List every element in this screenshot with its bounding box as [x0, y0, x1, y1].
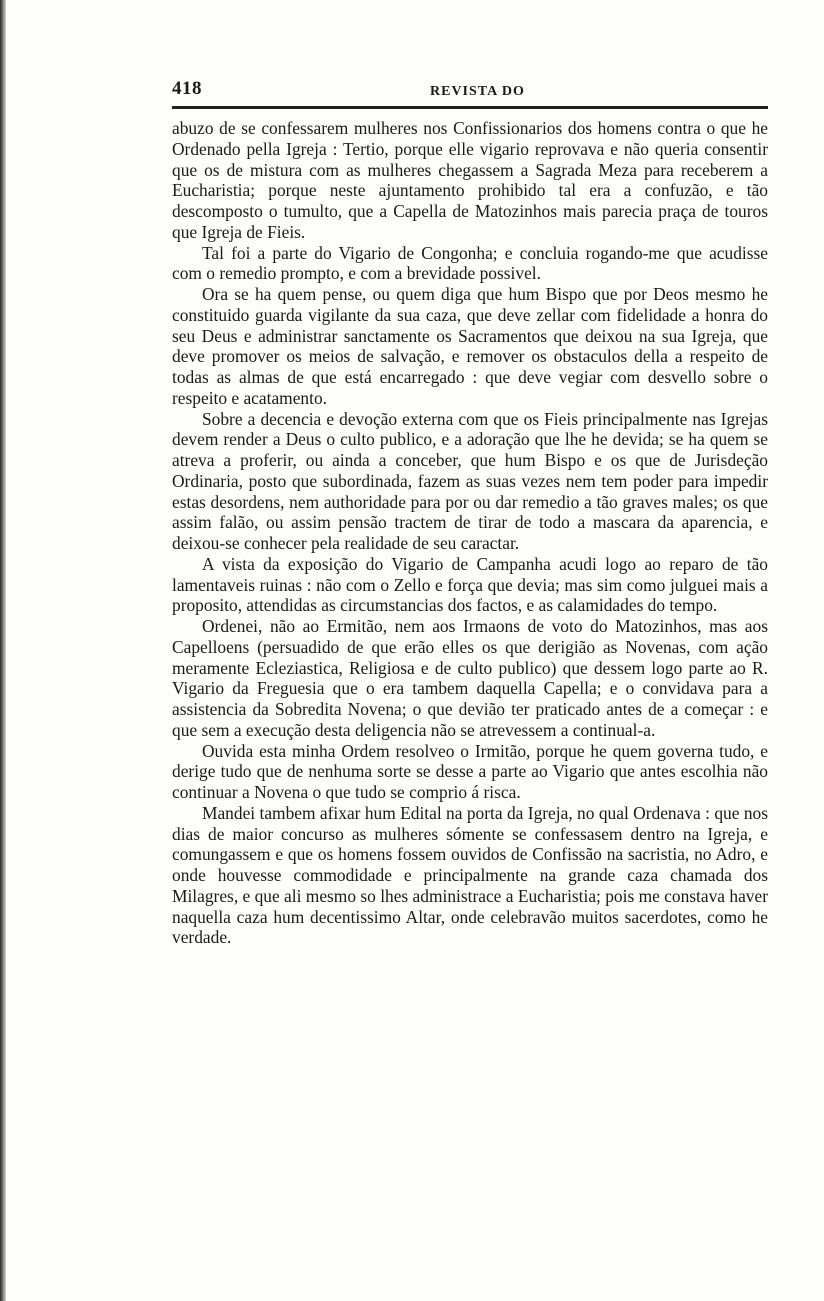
paragraph-3: Ora se ha quem pense, ou quem diga que hum Bispo que por Deos mesmo he constituido guarda vigilante da sua caza, que deve zellar com fidelidade a honra do seu Deus e administrar sanctamente os Sacramentos que deixou na sua Igreja, que deve promover os meios de salvação, e remover os obstaculos della a respeito de todas as almas de que está encarregado : que deve vegiar com desvello sobre o respeito e acatamento.: [172, 284, 768, 408]
paragraph-8: Mandei tambem afixar hum Edital na porta da Igreja, no qual Ordenava : que nos dias de maior concurso as mulheres sómente se confessasem dentro na Igreja, e comungassem e que os homens fossem ouvidos de Confissão na sacristia, no Adro, e onde houvesse commodidade e principalmente na grande caza chamada dos Milagres, e que ali mesmo so lhes administrace a Eucharistia; pois me constava haver naquella caza hum decentissimo Altar, onde celebravão muitos sacerdotes, como he verdade.: [172, 802, 768, 948]
paragraph-2: Tal foi a parte do Vigario de Congonha; e concluia rogando-me que acudisse com o remedio prompto, e com a brevidade possivel.: [172, 242, 768, 284]
running-title: REVISTA DO: [430, 84, 525, 99]
page-header: [172, 74, 768, 104]
body-text: [172, 118, 768, 948]
paragraph-7: Ouvida esta minha Ordem resolveo o Irmitão, porque he quem governa tudo, e derige tudo que de nenhuma sorte se desse a parte ao Vigario que antes escolhia não continuar a Novena o que tudo se comprio á risca.: [172, 740, 768, 802]
paragraph-4: Sobre a decencia e devoção externa com que os Fieis principalmente nas Igrejas devem render a Deus o culto publico, e a adoração que lhe he devida; se ha quem se atreva a proferir, ou ainda a conceber, que hum Bispo e os que de Jurisdeção Ordinaria, posto que subordinada, fazem as suas vezes nem tem poder para impedir estas desordens, nem authoridade para por ou dar remedio a tão graves males; os que assim falão, ou assim pensão tractem de tirar de todo a mascara da aparencia, e deixou-se conhecer pela realidade de seu caractar.: [172, 408, 768, 553]
header-rule: [172, 106, 768, 109]
paragraph-6: Ordenei, não ao Ermitão, nem aos Irmaons de voto do Matozinhos, mas aos Capelloens (persuadido de que erão elles os que derigião as Novenas, com ação meramente Ecleziastica, Religiosa e de culto publico) que dessem logo parte ao R. Vigario da Freguesia que o era tambem daquella Capella; e o convidava para a assistencia da Sobredita Novena; o que devião ter praticado antes de a começar : e que sem a execução desta deligencia não se atrevessem a continual-a.: [172, 616, 768, 740]
page-number: 418: [172, 78, 202, 99]
paragraph-5: A vista da exposição do Vigario de Campanha acudi logo ao reparo de tão lamentaveis ruinas : não com o Zello e força que devia; mas sim como julguei mais a proposito, attendidas as circumstancias dos factos, e as calamidades do tempo.: [172, 553, 768, 616]
paragraph-1: abuzo de se confessarem mulheres nos Confissionarios dos homens contra o que he Ordenado pella Igreja : Tertio, porque elle vigario reprovava e não queria consentir que os de mistura com as mulheres chegassem a Sagrada Meza para receberem a Eucharistia; porque neste ajuntamento prohibido tal era a confuzão, e tão descomposto o tumulto, que a Capella de Matozinhos mais parecia praça de touros que Igreja de Fieis.: [172, 118, 768, 242]
binding-edge: [0, 0, 6, 1301]
